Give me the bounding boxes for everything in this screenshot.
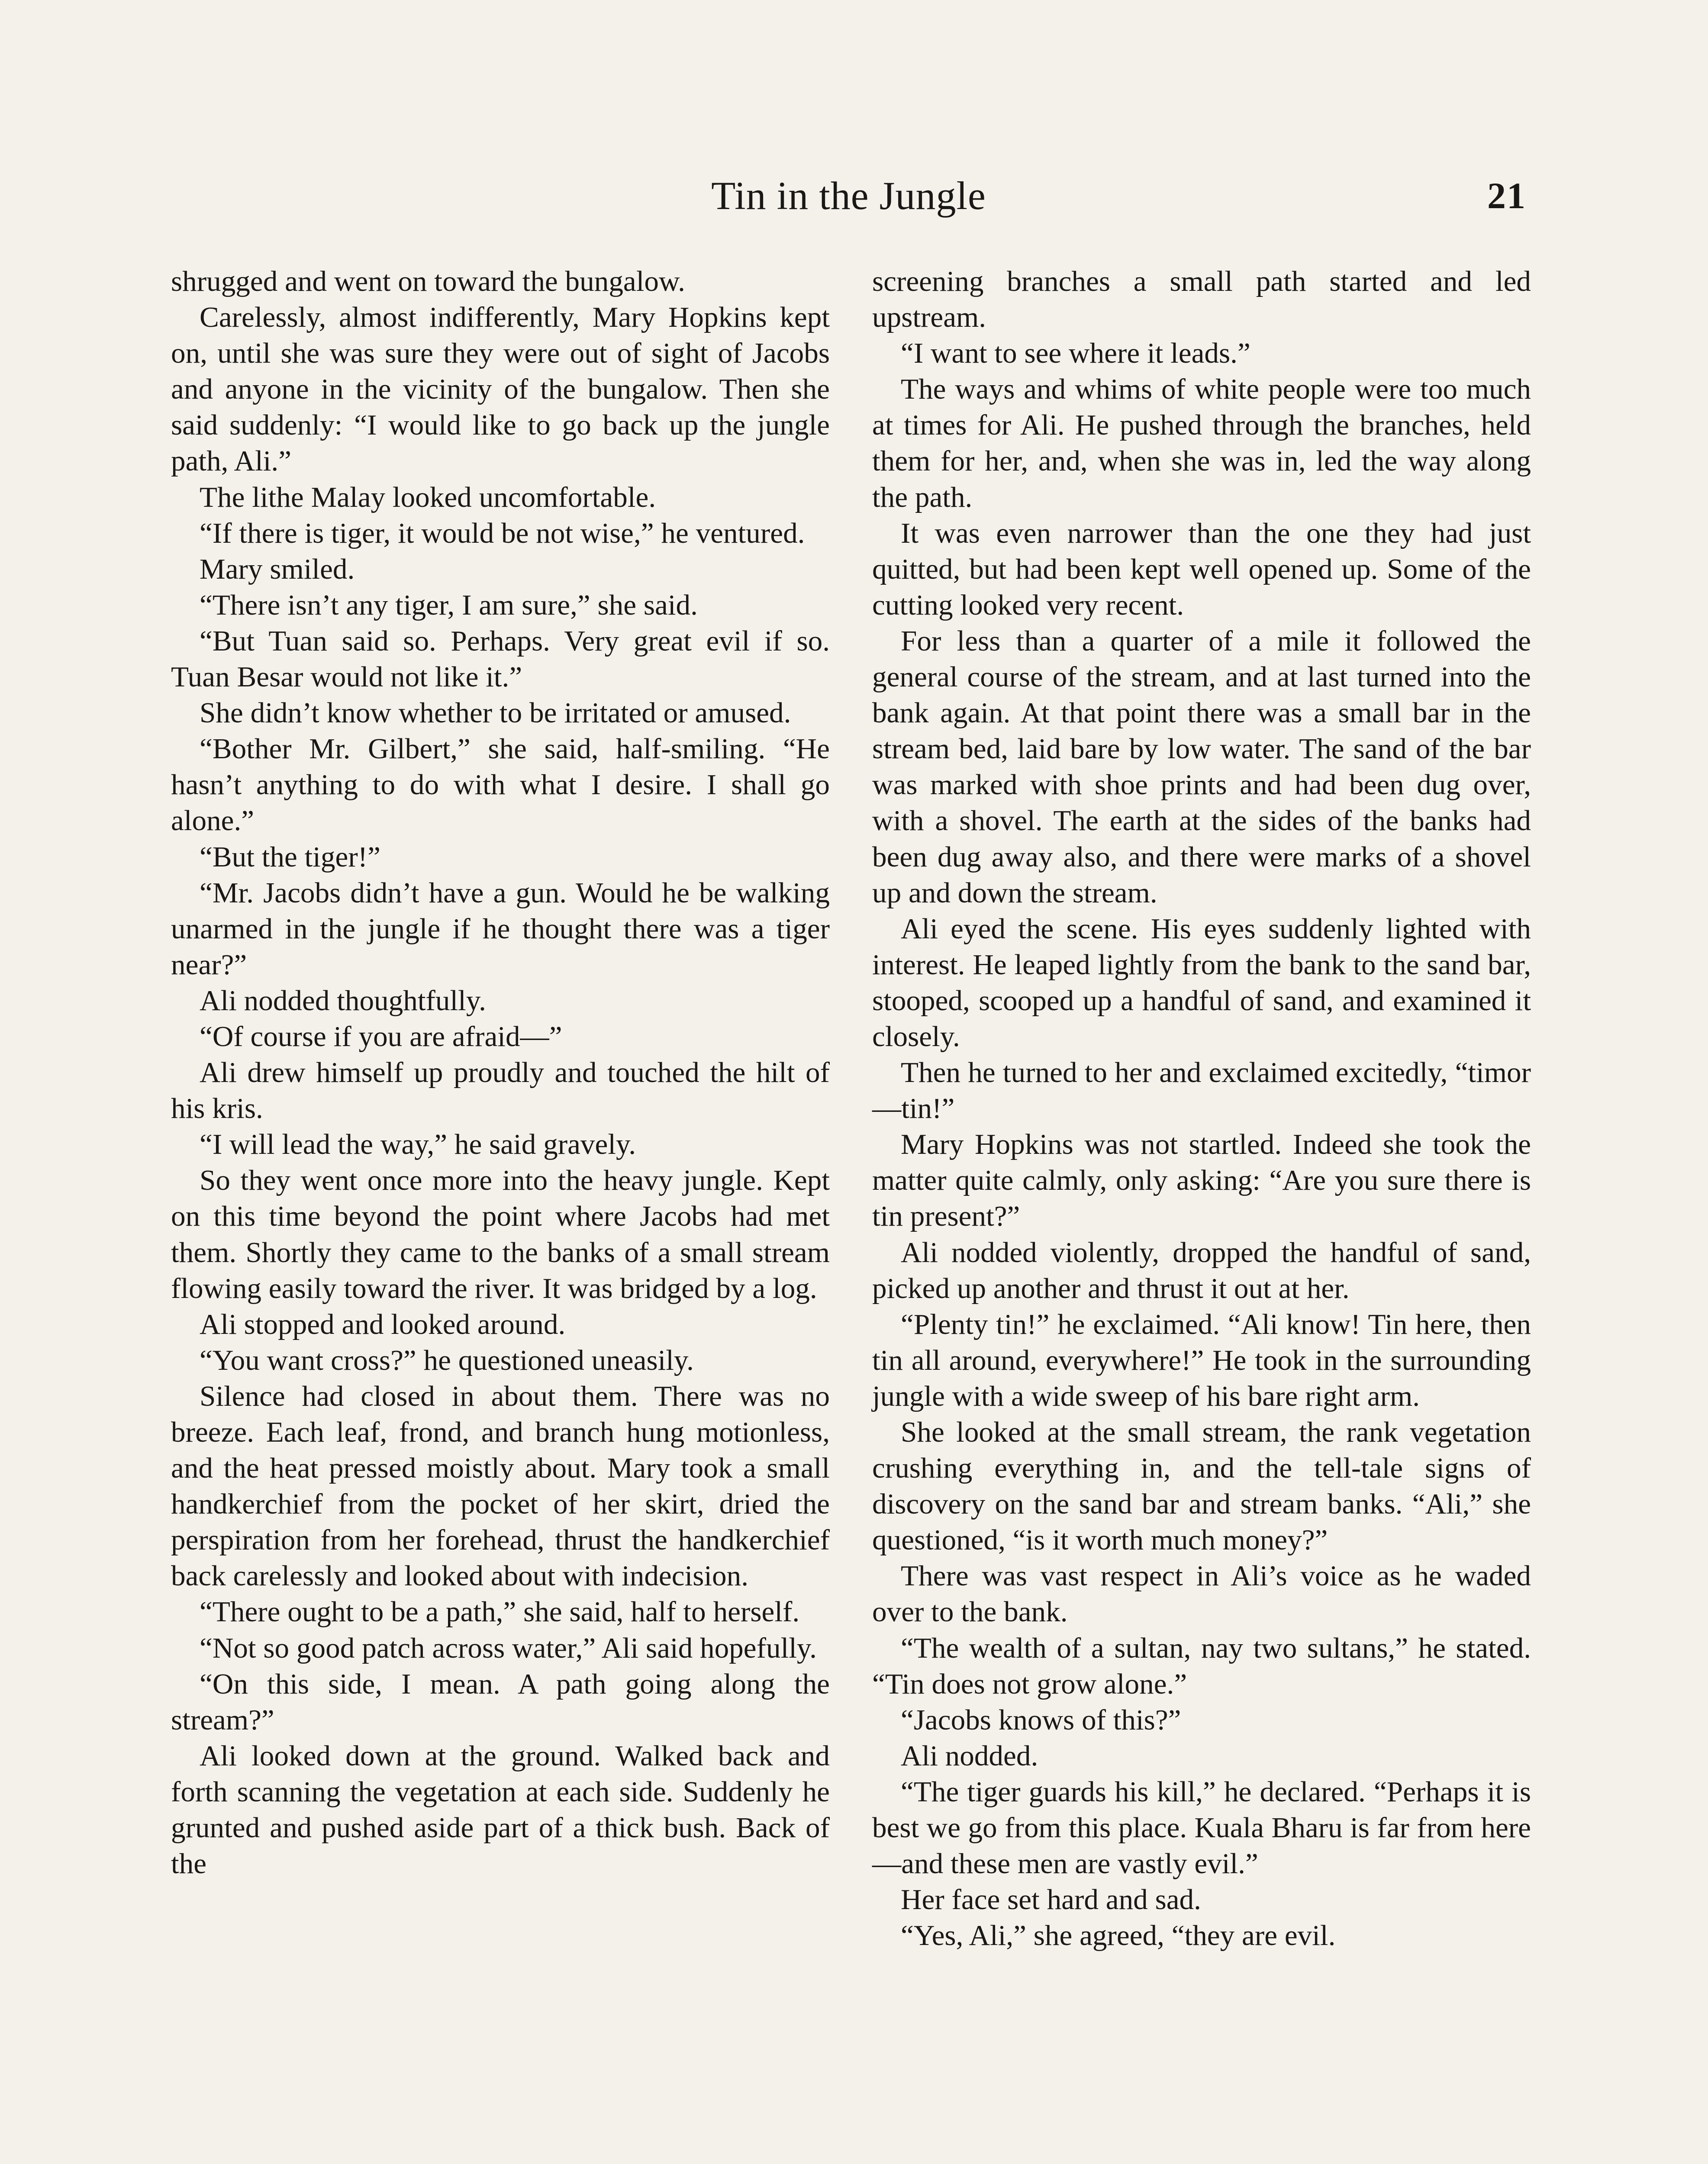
- left-column: [171, 263, 830, 1881]
- paragraph: “The wealth of a sultan, nay two sultans,” he stated. “Tin does not grow alone.”: [872, 1631, 1531, 1700]
- paragraph: shrugged and went on toward the bungalow.: [171, 265, 685, 297]
- page-number: 21: [1487, 175, 1526, 216]
- paragraph: “I will lead the way,” he said gravely.: [200, 1128, 636, 1161]
- paragraph: Then he turned to her and exclaimed excitedly, “timor—tin!”: [872, 1056, 1531, 1125]
- paragraph: Carelessly, almost indifferently, Mary Hopkins kept on, until she was sure they were out of sight of Jacobs and anyone in the vicinity of the bungalow. Then she said suddenly: “I would like to go back up the jungle path, Ali.”: [171, 301, 830, 477]
- running-title: Tin in the Jungle: [711, 174, 986, 218]
- paragraph: Ali nodded violently, dropped the handful of sand, picked up another and thrust it out at her.: [872, 1236, 1531, 1304]
- paragraph: Silence had closed in about them. There was no breeze. Each leaf, frond, and branch hung motionless, and the heat pressed moistly about. Mary took a small handkerchief from the pocket of her skirt, dried the perspiration from her forehead, thrust the handkerchief back carelessly and looked about with indecision.: [171, 1379, 830, 1592]
- running-head: [171, 170, 1526, 222]
- paragraph: Ali drew himself up proudly and touched the hilt of his kris.: [171, 1056, 830, 1125]
- paragraph: screening branches a small path started and led upstream.: [872, 265, 1531, 334]
- paragraph: “The tiger guards his kill,” he declared. “Perhaps it is best we go from this place. Kuala Bharu is far from here—and these men are vastly evil.”: [872, 1775, 1531, 1880]
- paragraph: “Yes, Ali,” she agreed, “they are evil.: [901, 1919, 1336, 1952]
- paragraph: Her face set hard and sad.: [901, 1883, 1201, 1916]
- paragraph: “If there is tiger, it would be not wise,” he ventured.: [200, 516, 805, 549]
- paragraph: Mary Hopkins was not startled. Indeed she took the matter quite calmly, only asking: “Are you sure there is tin present?”: [872, 1128, 1531, 1233]
- paragraph: Ali nodded.: [901, 1739, 1038, 1772]
- paragraph: The lithe Malay looked uncomfortable.: [200, 480, 656, 513]
- paragraph: She didn’t know whether to be irritated or amused.: [200, 696, 791, 729]
- paragraph: “Plenty tin!” he exclaimed. “Ali know! Tin here, then tin all around, everywhere!” He took in the surrounding jungle with a wide sweep of his bare right arm.: [872, 1307, 1531, 1412]
- paragraph: She looked at the small stream, the rank vegetation crushing everything in, and the tell-tale signs of discovery on the sand bar and stream banks. “Ali,” she questioned, “is it worth much money?”: [872, 1416, 1531, 1556]
- right-column: [872, 263, 1531, 1953]
- paragraph: For less than a quarter of a mile it followed the general course of the stream, and at last turned into the bank again. At that point there was a small bar in the stream bed, laid bare by low water. The sand of the bar was marked with shoe prints and had been dug over, with a shovel. The earth at the sides of the banks had been dug away also, and there were marks of a shovel up and down the stream.: [872, 624, 1531, 909]
- paragraph: “There isn’t any tiger, I am sure,” she said.: [200, 588, 698, 621]
- paragraph: The ways and whims of white people were too much at times for Ali. He pushed through the branches, held them for her, and, when she was in, led the way along the path.: [872, 373, 1531, 513]
- paragraph: “Of course if you are afraid—”: [200, 1020, 562, 1053]
- paragraph: “But the tiger!”: [200, 840, 380, 873]
- paragraph: “You want cross?” he questioned uneasily.: [200, 1343, 694, 1376]
- paragraph: There was vast respect in Ali’s voice as he waded over to the bank.: [872, 1559, 1531, 1628]
- paragraph: “I want to see where it leads.”: [901, 337, 1250, 370]
- paragraph: So they went once more into the heavy jungle. Kept on this time beyond the point where Jacobs had met them. Shortly they came to the banks of a small stream flowing easily toward the river. It was bridged by a log.: [171, 1164, 830, 1304]
- paragraph: “Jacobs knows of this?”: [901, 1703, 1181, 1736]
- paragraph: Ali eyed the scene. His eyes suddenly lighted with interest. He leaped lightly from the bank to the sand bar, stooped, scooped up a handful of sand, and examined it closely.: [872, 912, 1531, 1053]
- paragraph: “But Tuan said so. Perhaps. Very great evil if so. Tuan Besar would not like it.”: [171, 624, 830, 693]
- paragraph: “Bother Mr. Gilbert,” she said, half-smiling. “He hasn’t anything to do with what I desire. I shall go alone.”: [171, 732, 830, 837]
- paragraph: “On this side, I mean. A path going along the stream?”: [171, 1667, 830, 1736]
- paragraph: It was even narrower than the one they had just quitted, but had been kept well opened up. Some of the cutting looked very recent.: [872, 516, 1531, 621]
- paragraph: Ali nodded thoughtfully.: [200, 984, 486, 1017]
- paragraph: Mary smiled.: [200, 552, 355, 585]
- paragraph: “Not so good patch across water,” Ali said hopefully.: [200, 1631, 817, 1664]
- paragraph: “Mr. Jacobs didn’t have a gun. Would he be walking unarmed in the jungle if he thought there was a tiger near?”: [171, 876, 830, 981]
- paragraph: “There ought to be a path,” she said, half to herself.: [200, 1595, 800, 1628]
- paragraph: Ali looked down at the ground. Walked back and forth scanning the vegetation at each side. Suddenly he grunted and pushed aside part of a thick bush. Back of the: [171, 1739, 830, 1880]
- paragraph: Ali stopped and looked around.: [200, 1307, 566, 1340]
